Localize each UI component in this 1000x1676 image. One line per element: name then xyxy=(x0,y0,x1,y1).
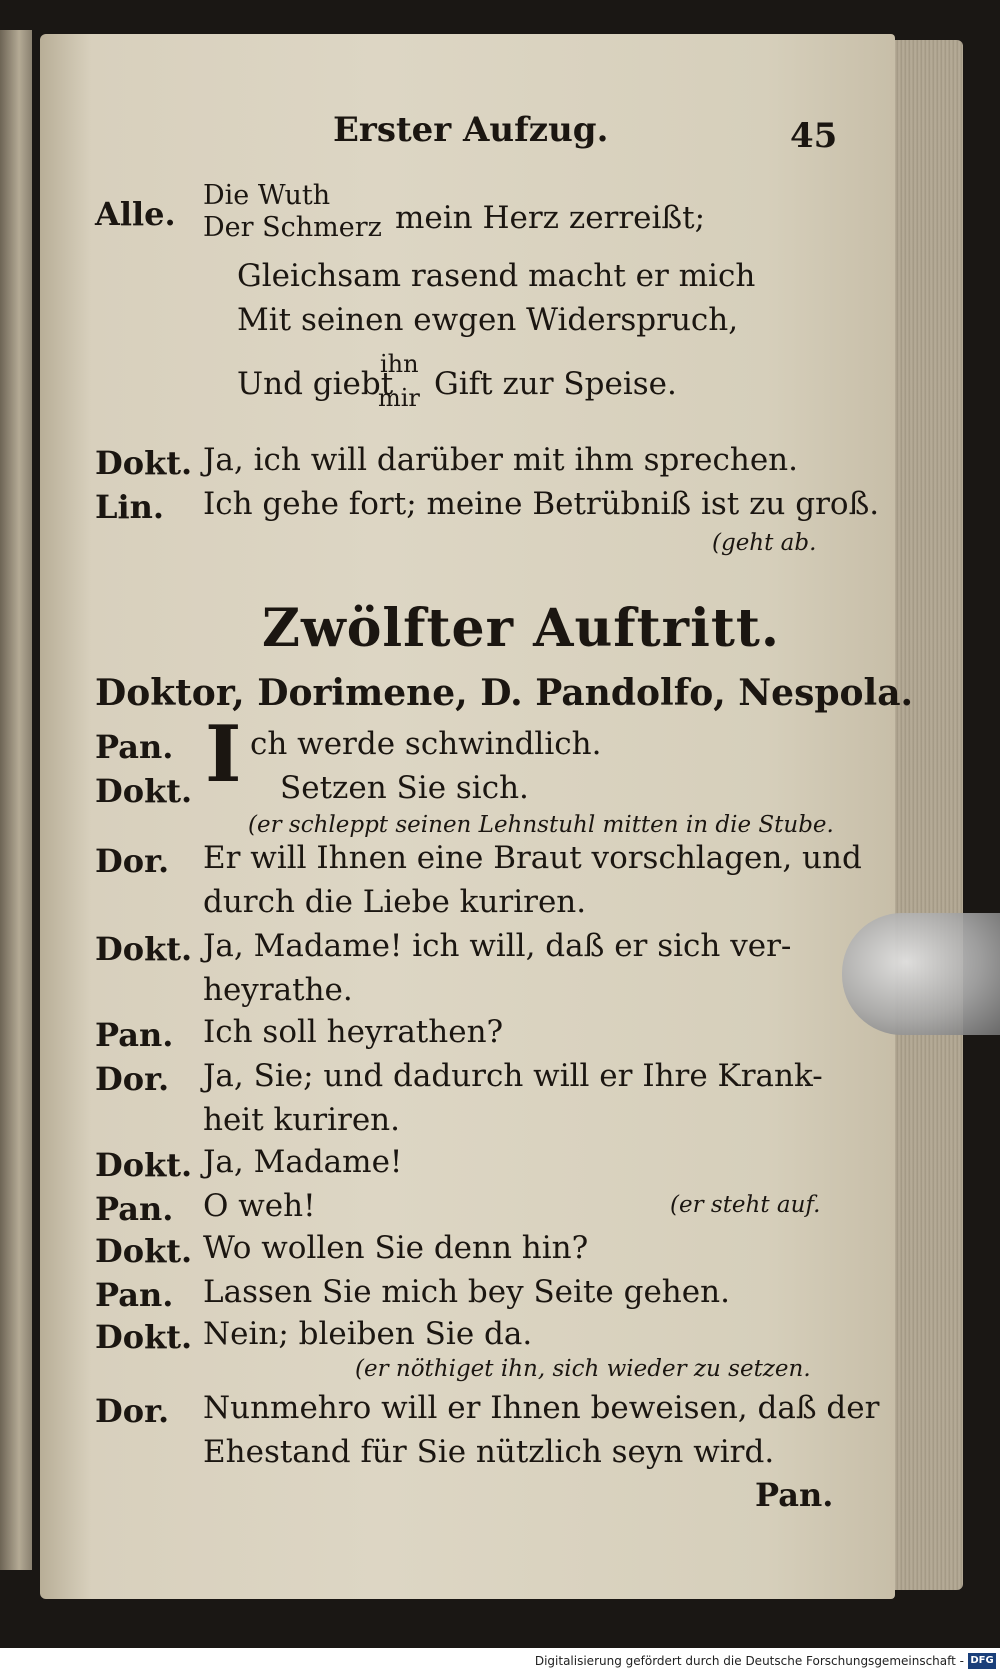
speaker-dokt: Dokt. xyxy=(95,1318,193,1356)
alt-word-top: Die Wuth xyxy=(203,180,331,211)
aria-alt-ihn: ihn xyxy=(380,350,419,378)
dialogue-line: Er will Ihnen eine Braut vorschlagen, und xyxy=(203,840,862,876)
scene-cast: Doktor, Dorimene, D. Pandolfo, Nespola. xyxy=(95,672,914,714)
aria-line-2: Gleichsam rasend macht er mich xyxy=(237,258,756,294)
speaker-pan: Pan. xyxy=(95,1016,174,1054)
dialogue-line: O weh! xyxy=(203,1188,316,1224)
dialogue-line: Ja, Madame! xyxy=(203,1144,403,1180)
footer-bar xyxy=(0,1648,1000,1676)
stage-direction: (er schleppt seinen Lehnstuhl mitten in die Stube. xyxy=(248,812,834,838)
speaker-dokt: Dokt. xyxy=(95,444,193,482)
running-title: Erster Aufzug. xyxy=(333,110,609,150)
page-block-edge xyxy=(893,40,963,1590)
speaker-dokt: Dokt. xyxy=(95,930,193,968)
dialogue-line: Nein; bleiben Sie da. xyxy=(203,1316,533,1352)
aria-line-4-start: Und giebt xyxy=(237,366,394,402)
speaker-dor: Dor. xyxy=(95,842,170,880)
dialogue-line: Wo wollen Sie denn hin? xyxy=(203,1230,589,1266)
dfg-logo: DFG xyxy=(968,1653,996,1669)
aria-alt-mir: mir xyxy=(378,384,420,412)
speaker-alle: Alle. xyxy=(95,195,176,233)
page-clip xyxy=(842,913,1000,1035)
aria-line-3: Mit seinen ewgen Widerspruch, xyxy=(237,302,739,338)
dialogue-line: Ja, Madame! ich will, daß er sich ver- xyxy=(203,928,792,964)
dialogue-line: ch werde schwindlich. xyxy=(250,726,602,762)
dialogue-line: durch die Liebe kuriren. xyxy=(203,884,587,920)
dialogue-line: Ja, ich will darüber mit ihm sprechen. xyxy=(203,442,798,478)
aria-line-1: mein Herz zerreißt; xyxy=(395,200,706,236)
aria-line-4-end: Gift zur Speise. xyxy=(434,366,677,402)
speaker-pan: Pan. xyxy=(95,728,174,766)
speaker-lin: Lin. xyxy=(95,488,165,526)
dialogue-line: Ja, Sie; und dadurch will er Ihre Krank- xyxy=(203,1058,823,1094)
speaker-pan: Pan. xyxy=(95,1190,174,1228)
footer-credit: Digitalisierung gefördert durch die Deutsche Forschungsgemeinschaft - xyxy=(534,1654,964,1668)
speaker-dokt: Dokt. xyxy=(95,1146,193,1184)
dialogue-line: heit kuriren. xyxy=(203,1102,401,1138)
dialogue-line: Ehestand für Sie nützlich seyn wird. xyxy=(203,1434,775,1470)
speaker-dor: Dor. xyxy=(95,1392,170,1430)
stage-direction: (er nöthiget ihn, sich wieder zu setzen. xyxy=(355,1356,811,1382)
catchword: Pan. xyxy=(755,1476,834,1514)
dialogue-line: Setzen Sie sich. xyxy=(280,770,529,806)
alt-word-bottom: Der Schmerz xyxy=(203,212,382,243)
facing-page-edge xyxy=(0,30,32,1570)
page-number: 45 xyxy=(790,116,838,156)
speaker-dor: Dor. xyxy=(95,1060,170,1098)
dialogue-line: Ich soll heyrathen? xyxy=(203,1014,504,1050)
scene-title: Zwölfter Auftritt. xyxy=(262,598,780,659)
dialogue-line: Nunmehro will er Ihnen beweisen, daß der xyxy=(203,1390,880,1426)
dialogue-line: Lassen Sie mich bey Seite gehen. xyxy=(203,1274,730,1310)
dialogue-line: heyrathe. xyxy=(203,972,353,1008)
speaker-dokt: Dokt. xyxy=(95,1232,193,1270)
speaker-pan: Pan. xyxy=(95,1276,174,1314)
stage-direction: (er steht auf. xyxy=(670,1192,821,1218)
dialogue-line: Ich gehe fort; meine Betrübniß ist zu groß. xyxy=(203,486,880,522)
stage-direction-exit: (geht ab. xyxy=(712,530,817,556)
initial-letter: I xyxy=(205,709,242,800)
speaker-dokt: Dokt. xyxy=(95,772,193,810)
